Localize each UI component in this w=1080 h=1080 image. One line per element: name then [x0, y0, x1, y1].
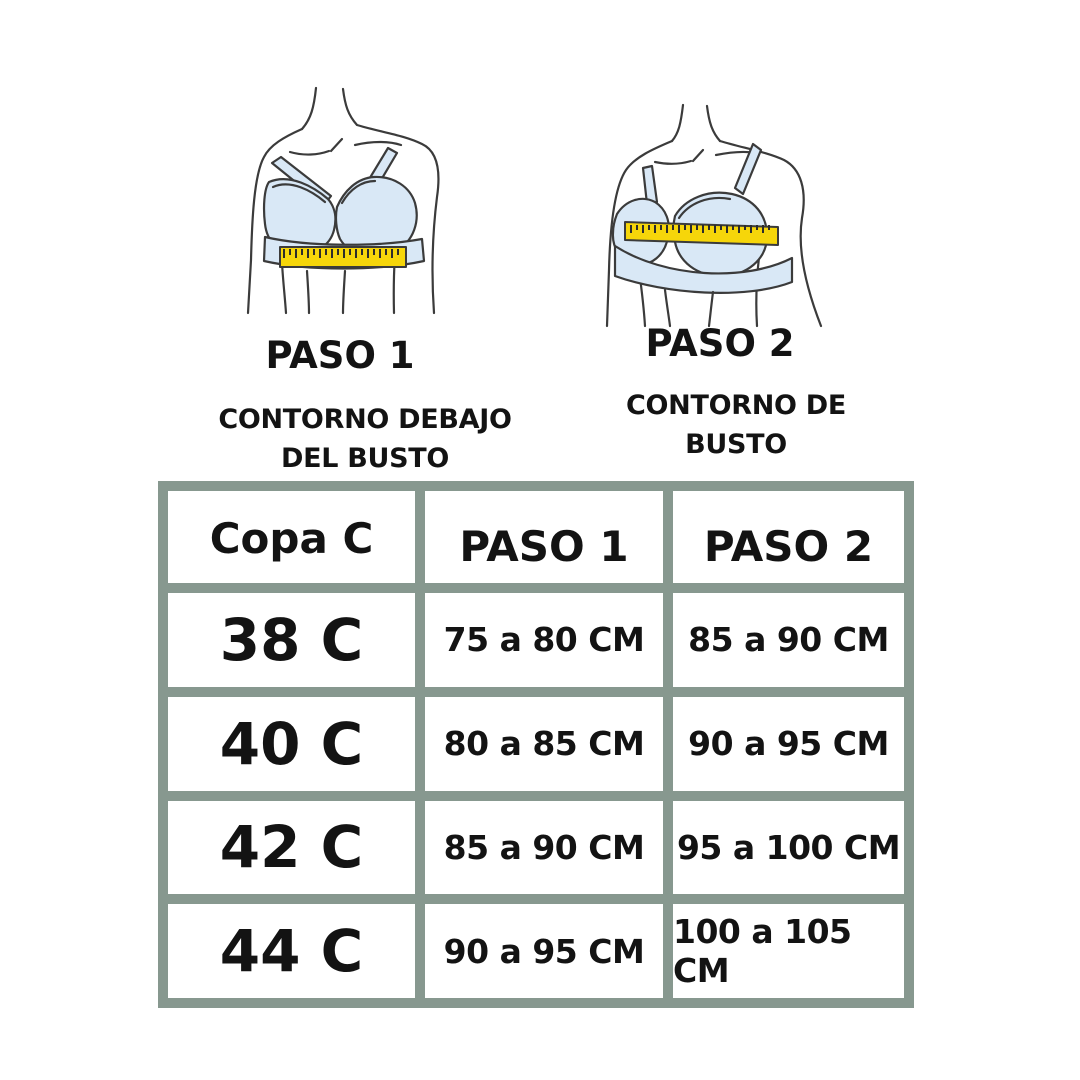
- table-header-paso1: PASO 1: [425, 491, 663, 583]
- paso1-subtitle-line2: DEL BUSTO: [280, 443, 450, 475]
- table-cell-paso1-42c: 85 a 90 CM: [425, 801, 663, 895]
- torso-lower-lines: [307, 271, 345, 313]
- torso-lower-lines: [665, 290, 713, 326]
- paso1-underbust-illustration: [238, 15, 468, 315]
- paso2-subtitle: [578, 386, 894, 464]
- paso2-title: PASO 2: [645, 322, 795, 365]
- paso2-subtitle-line1: CONTORNO DE BUSTO: [625, 390, 847, 461]
- paso1-subtitle-line1: CONTORNO DEBAJO: [218, 404, 512, 435]
- table-cell-size-38c: 38 C: [168, 593, 415, 687]
- paso1-title: PASO 1: [265, 334, 415, 377]
- table-cell-size-44c: 44 C: [168, 904, 415, 998]
- table-cell-paso2-42c: 95 a 100 CM: [673, 801, 904, 895]
- paso1-subtitle: [160, 400, 570, 478]
- table-cell-paso1-38c: 75 a 80 CM: [425, 593, 663, 687]
- measuring-tape-icon: [280, 247, 406, 267]
- table-cell-paso1-40c: 80 a 85 CM: [425, 697, 663, 791]
- table-header-copa: Copa C: [168, 491, 415, 583]
- table-header-paso2: PASO 2: [673, 491, 904, 583]
- table-cell-size-40c: 40 C: [168, 697, 415, 791]
- table-cell-paso2-38c: 85 a 90 CM: [673, 593, 904, 687]
- paso2-bust-illustration: [595, 38, 845, 328]
- table-cell-paso2-44c: 100 a 105 CM: [673, 904, 904, 998]
- table-cell-paso1-44c: 90 a 95 CM: [425, 904, 663, 998]
- size-table: [158, 481, 914, 1008]
- bra-icon: [613, 144, 792, 293]
- table-cell-paso2-40c: 90 a 95 CM: [673, 697, 904, 791]
- table-cell-size-42c: 42 C: [168, 801, 415, 895]
- measuring-tape-icon: [625, 222, 778, 245]
